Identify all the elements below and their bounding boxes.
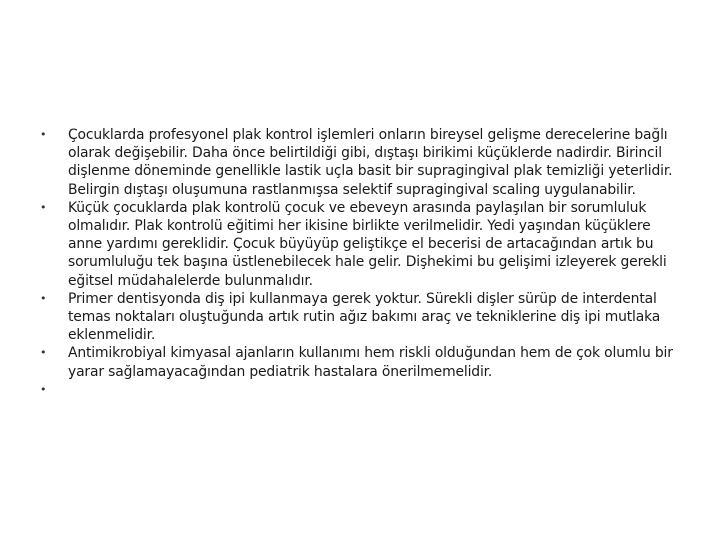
bullet-text: Antimikrobiyal kimyasal ajanların kullanımı hem riskli olduğundan hem de çok olumlu bir yarar sağlamayacağından pediatrik hastalara önerilmemelidir. (68, 345, 673, 380)
bullet-item-empty (40, 381, 680, 399)
bullet-marker: • (40, 346, 47, 360)
bullet-marker: • (40, 382, 47, 396)
bullet-text: Çocuklarda profesyonel plak kontrol işlemleri onların bireysel gelişme derecelerine bağlı olarak değişebilir. Daha önce belirtildiği gibi, dıştaşı birikimi küçüklerde nadirdir. Birincil dişlenme döneminde genellikle lastik uçla basit bir supragingival plak temizliği yeterlidir. Belirgin dıştaşı oluşumuna rastlanmışsa selektif supragingival scaling uygulanabilir. (68, 127, 673, 198)
bullet-item-antimicrobial-agents (40, 344, 680, 380)
bullet-item-professional-plaque-control (40, 126, 680, 199)
bullet-item-shared-responsibility (40, 199, 680, 290)
bullet-list (40, 126, 680, 399)
bullet-marker: • (40, 291, 47, 305)
bullet-marker: • (40, 128, 47, 141)
bullet-item-dental-floss (40, 290, 680, 345)
bullet-marker: • (40, 200, 47, 214)
bullet-text: Primer dentisyonda diş ipi kullanmaya gerek yoktur. Sürekli dişler sürüp de interdental temas noktaları oluştuğunda artık rutin ağız bakımı araç ve tekniklerine diş ipi mutlaka eklenmelidir. (68, 290, 661, 344)
bullet-text: Küçük çocuklarda plak kontrolü çocuk ve ebeveyn arasında paylaşılan bir sorumluluk olmalıdır. Plak kontrolü eğitimi her ikisine birlikte verilmelidir. Yedi yaşından küçüklere anne yardımı gereklidir. Çocuk büyüyüp geliştikçe el becerisi de artacağından artık bu sorumluluğu tek başına üstlenebilecek hale gelir. Dişhekimi bu gelişimi izleyerek gerekli eğitsel müdahalelerde bulunmalıdır. (68, 199, 667, 289)
bullet-text (68, 381, 680, 399)
